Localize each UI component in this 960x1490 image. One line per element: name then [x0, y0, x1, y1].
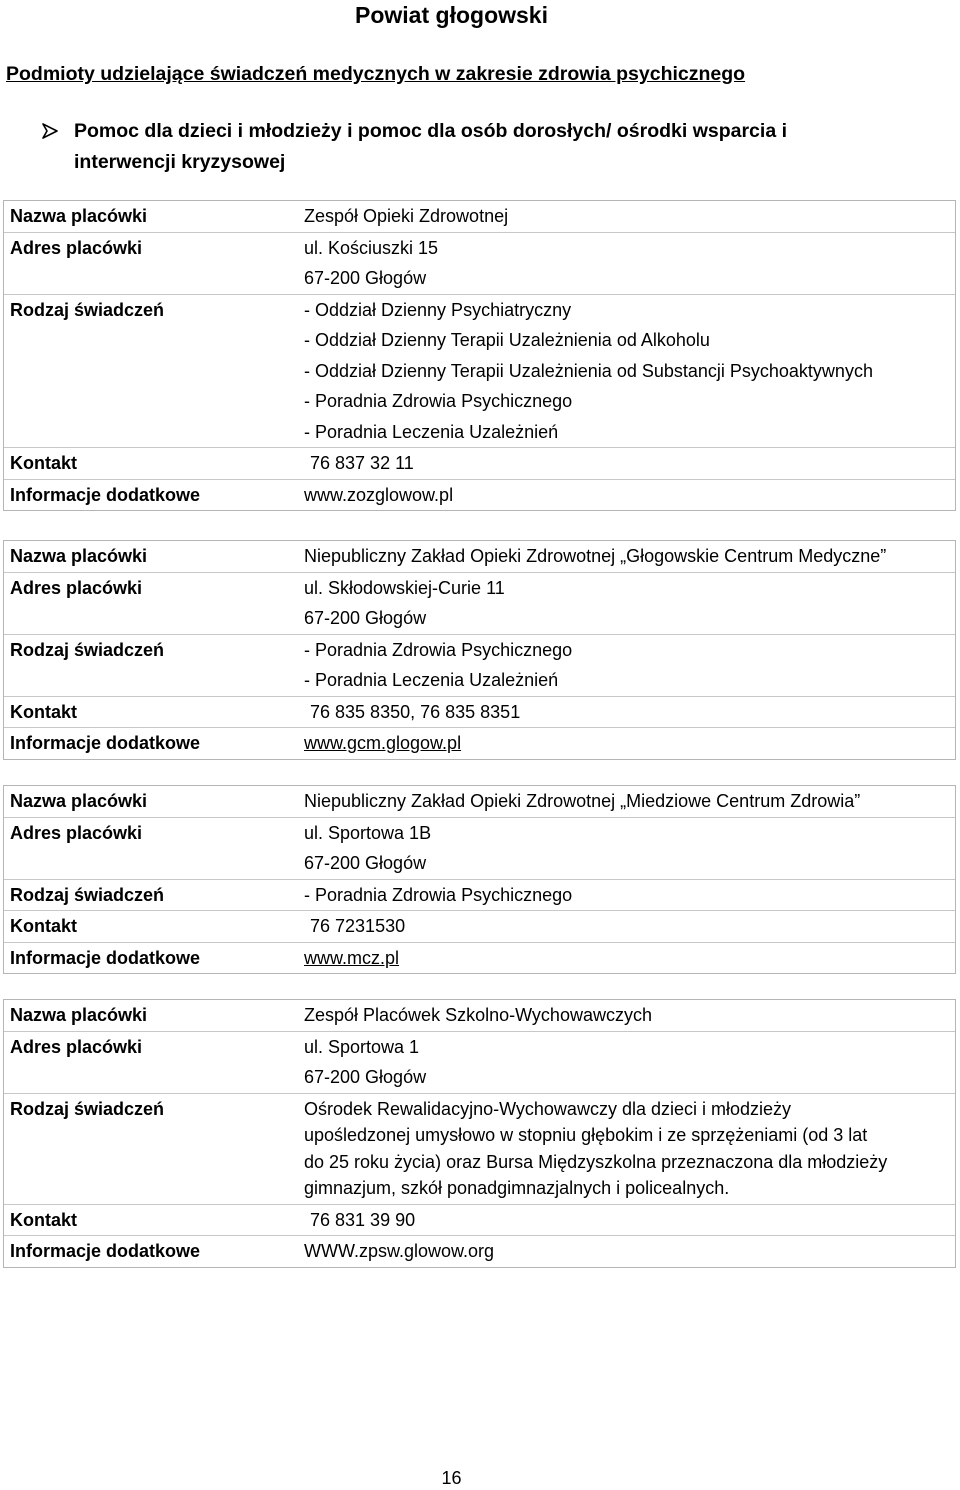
facility-name: Niepubliczny Zakład Opieki Zdrowotnej „Głogowskie Centrum Medyczne”	[304, 546, 887, 566]
bullet-line: interwencji kryzysowej	[74, 151, 286, 173]
facility-address-label: Adres placówki	[10, 1036, 143, 1057]
facility-info-label: Informacje dodatkowe	[10, 947, 201, 968]
facility-address-label: Adres placówki	[10, 237, 143, 258]
facility-info-row	[4, 942, 955, 974]
facility-address: ul. Sportowa 1 67-200 Głogów	[304, 1036, 427, 1087]
facility-info-label: Informacje dodatkowe	[10, 1241, 201, 1261]
page-title: Powiat głogowski	[355, 2, 548, 28]
facility-website[interactable]: WWW.zpsw.glowow.org	[304, 1241, 495, 1261]
facility-address-label: Adres placówki	[10, 822, 143, 843]
facility-card	[3, 540, 956, 760]
facility-address-row	[4, 817, 955, 879]
facility-contact-row	[4, 447, 955, 479]
facility-card	[3, 785, 956, 974]
facility-phone: 76 7231530	[310, 916, 406, 936]
facility-address-row	[4, 572, 955, 634]
facility-website[interactable]: www.mcz.pl	[304, 947, 400, 968]
facility-services-label: Rodzaj świadczeń	[10, 1098, 165, 1119]
facility-phone: 76 831 39 90	[310, 1209, 416, 1230]
facility-address: ul. Skłodowskiej-Curie 11 67-200 Głogów	[304, 577, 505, 628]
facility-address: ul. Sportowa 1B 67-200 Głogów	[304, 822, 432, 873]
facility-name-row	[4, 201, 955, 232]
facility-name-label: Nazwa placówki	[10, 206, 148, 226]
facility-name: Niepubliczny Zakład Opieki Zdrowotnej „Miedziowe Centrum Zdrowia”	[304, 791, 861, 811]
facility-services-label: Rodzaj świadczeń	[10, 884, 165, 905]
facility-contact-label: Kontakt	[10, 916, 77, 936]
arrow-bullet-icon	[40, 121, 60, 141]
facility-info-label: Informacje dodatkowe	[10, 733, 201, 753]
facility-services: - Poradnia Zdrowia Psychicznego	[304, 884, 573, 905]
page-number: 16	[441, 1468, 462, 1488]
facility-name: Zespół Placówek Szkolno-Wychowawczych	[304, 1005, 652, 1025]
facility-contact-label: Kontakt	[10, 701, 77, 722]
facility-info-row	[4, 479, 955, 511]
facility-name-row	[4, 786, 955, 817]
facility-contact-label: Kontakt	[10, 1209, 77, 1230]
facility-website[interactable]: www.gcm.glogow.pl	[304, 733, 462, 753]
facility-address-row	[4, 1031, 955, 1093]
facility-name-label: Nazwa placówki	[10, 791, 148, 811]
facility-card	[3, 200, 956, 511]
facility-name: Zespół Opieki Zdrowotnej	[304, 206, 509, 226]
facility-contact-row	[4, 1204, 955, 1236]
facility-phone: 76 837 32 11	[310, 453, 414, 473]
facility-info-row	[4, 1235, 955, 1267]
facility-name-row	[4, 1000, 955, 1031]
facility-services-label: Rodzaj świadczeń	[10, 639, 165, 660]
facility-services: - Poradnia Zdrowia Psychicznego - Poradnia Leczenia Uzależnień	[304, 639, 573, 690]
facility-name-row	[4, 541, 955, 572]
facility-contact-row	[4, 696, 955, 728]
facility-services-row	[4, 1093, 955, 1204]
facility-contact-row	[4, 910, 955, 942]
facility-services-row	[4, 294, 955, 448]
facility-website[interactable]: www.zozglowow.pl	[304, 484, 454, 505]
facility-services-row	[4, 879, 955, 911]
facility-services-label: Rodzaj świadczeń	[10, 299, 165, 320]
bullet-item	[40, 116, 920, 178]
facility-address: ul. Kościuszki 15 67-200 Głogów	[304, 237, 439, 288]
facility-card	[3, 999, 956, 1268]
bullet-line: Pomoc dla dzieci i młodzieży i pomoc dla osób dorosłych/ ośrodki wsparcia i	[74, 120, 787, 142]
facility-address-row	[4, 232, 955, 294]
facility-name-label: Nazwa placówki	[10, 1005, 148, 1025]
facility-name-label: Nazwa placówki	[10, 546, 148, 566]
facility-address-label: Adres placówki	[10, 577, 143, 598]
facility-phone: 76 835 8350, 76 835 8351	[310, 701, 521, 722]
facility-services-row	[4, 634, 955, 696]
facility-info-label: Informacje dodatkowe	[10, 484, 201, 505]
section-title: Podmioty udzielające świadczeń medycznych w zakresie zdrowia psychicznego	[6, 63, 746, 85]
facility-services: Ośrodek Rewalidacyjno-Wychowawczy dla dzieci i młodzieży upośledzonej umysłowo w stopniu głębokim i ze sprzężeniami (od 3 lat do 25 roku życia) oraz Bursa Międzyszkolna przeznaczona dla młodzieży gimnazjum, szkół ponadgimnazjalnych i policealnych.	[304, 1098, 888, 1198]
facility-contact-label: Kontakt	[10, 453, 77, 473]
facility-services: - Oddział Dzienny Psychiatryczny - Oddział Dzienny Terapii Uzależnienia od Alkoholu - Oddział Dzienny Terapii Uzależnienia od Substancji Psychoaktywnych - Poradnia Zdrowia Psychicznego - Poradnia Leczenia Uzależnień	[304, 299, 873, 442]
facility-info-row	[4, 727, 955, 759]
